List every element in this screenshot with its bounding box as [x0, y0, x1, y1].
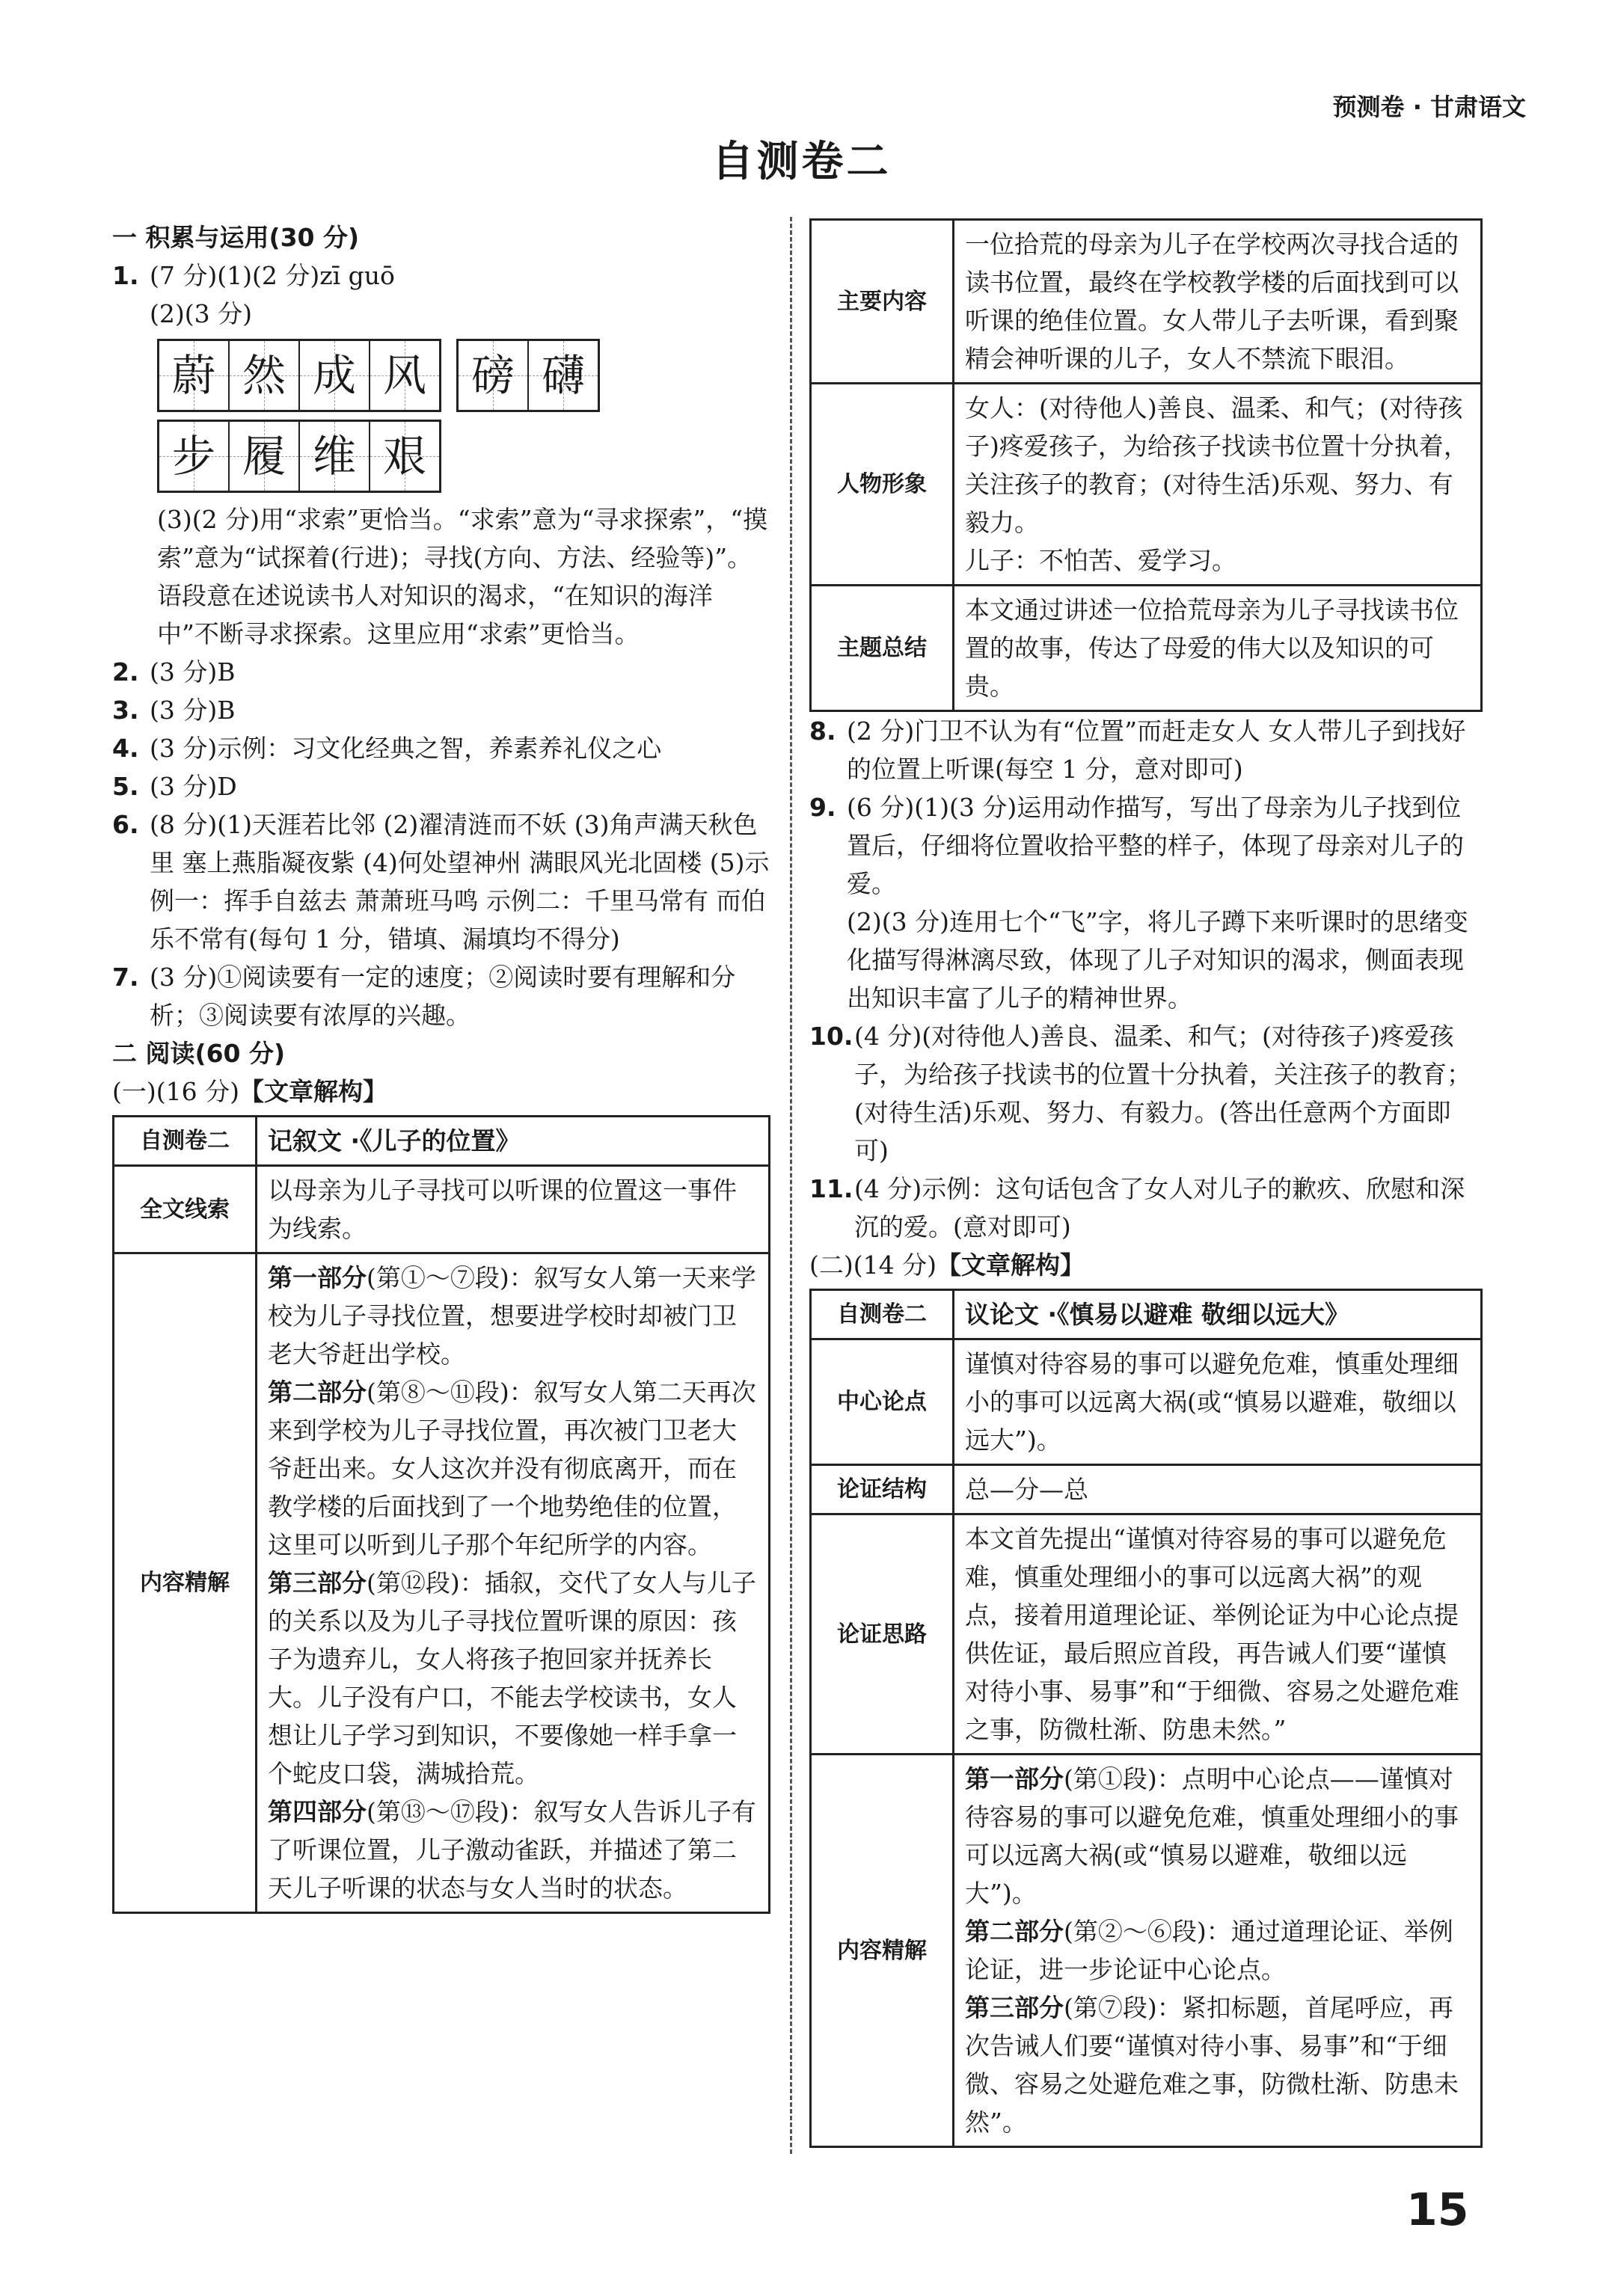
header-tag: 预测卷 · 甘肃语文 [1332, 93, 1526, 121]
answer-5 [112, 767, 770, 805]
answer-1 [112, 257, 770, 333]
answer-text: (2)(3 分) [150, 299, 252, 328]
reading-part-score: (一)(16 分) [112, 1077, 239, 1106]
table-label: 中心论点 [811, 1339, 954, 1465]
table-cell: 女人：(对待他人)善良、温柔、和气；(对待孩子)疼爱孩子，为给孩子找读书位置十分执着，关注孩子的教育；(对待生活)乐观、努力、有毅力。 儿子：不怕苦、爱学习。 [954, 384, 1482, 586]
table-label: 主题总结 [811, 586, 954, 711]
answer-number: 11. [809, 1174, 853, 1203]
grid-cell: 艰 [369, 422, 439, 491]
table-label: 论证思路 [811, 1514, 954, 1755]
table-label: 内容精解 [811, 1755, 954, 2147]
table-row [811, 1339, 1482, 1465]
reading-part-heading [809, 1246, 1483, 1284]
content-part: 第一部分(第①～⑦段)：叙写女人第一天来学校为儿子寻找位置，想要进学校时却被门卫老大爷赶出学校。 [268, 1263, 756, 1369]
grid-cell: 礴 [527, 341, 598, 410]
answer-text: (3)(2 分)用“求索”更恰当。“求索”意为“寻求探索”，“摸索”意为“试探着(行进)；寻找(方向、方法、经验等)”。语段意在述说读书人对知识的渴求，“在知识的海洋中”不断寻求探索。这里应用“求索”更恰当。 [157, 505, 768, 648]
article-analysis-label: 【文章解构】 [239, 1077, 387, 1106]
content-part: 第三部分(第⑦段)：紧扣标题，首尾呼应，再次告诫人们要“谨慎对待小事、易事”和“于细微、容易之处避危难之事，防微杜渐、防患未然”。 [965, 1993, 1459, 2137]
article-structure-table-2 [809, 1289, 1483, 2148]
answer-number: 2. [112, 657, 139, 687]
answer-number: 9. [809, 793, 836, 822]
answer-number: 6. [112, 810, 139, 839]
content-part: 第三部分(第⑫段)：插叙，交代了女人与儿子的关系以及为儿子寻找位置听课的原因：孩子为遗弃儿，女人将孩子抱回家并抚养长大。儿子没有户口，不能去学校读书，女人想让儿子学习到知识，不要像她一样手拿一个蛇皮口袋，满城拾荒。 [268, 1568, 756, 1788]
page-number: 15 [1406, 2184, 1469, 2236]
table-cell: 总—分—总 [954, 1465, 1482, 1514]
writing-grid-row [157, 339, 770, 412]
grid-cell: 蔚 [159, 341, 228, 410]
answer-3 [112, 691, 770, 729]
answer-2 [112, 653, 770, 691]
grid-cell: 履 [228, 422, 298, 491]
answer-text: (8 分)(1)天涯若比邻 (2)濯清涟而不妖 (3)角声满天秋色里 塞上燕脂凝夜紫 (4)何处望神州 满眼风光北固楼 (5)示例一：挥手自兹去 萧萧班马鸣 示例二：千里马常有 而伯乐不常有(每句 1 分，错填、漏填均不得分) [150, 810, 770, 954]
table-label: 内容精解 [114, 1253, 257, 1913]
article-structure-table-continued [809, 218, 1483, 712]
table-row [114, 1117, 770, 1166]
table-cell: 谨慎对待容易的事可以避免危难，慎重处理细小的事可以远离大祸(或“慎易以避难，敬细以远大”)。 [954, 1339, 1482, 1465]
answer-text: (3 分)①阅读要有一定的速度；②阅读时要有理解和分析；③阅读要有浓厚的兴趣。 [150, 963, 736, 1030]
table-label: 全文线索 [114, 1166, 257, 1253]
table-row [811, 1755, 1482, 2147]
answer-text: (4 分)示例：这句话包含了女人对儿子的歉疚、欣慰和深沉的爱。(意对即可) [854, 1174, 1465, 1241]
answer-11 [809, 1170, 1483, 1246]
answer-number: 3. [112, 696, 139, 725]
table-cell: 一位拾荒的母亲为儿子在学校两次寻找合适的读书位置，最终在学校教学楼的后面找到可以听课的绝佳位置。女人带儿子去听课，看到聚精会神听课的儿子，女人不禁流下眼泪。 [954, 220, 1482, 384]
answer-number: 7. [112, 963, 139, 992]
table-cell: 记叙文 ·《儿子的位置》 [257, 1117, 770, 1166]
grid-cell: 然 [228, 341, 298, 410]
reading-part-score: (二)(14 分) [809, 1250, 937, 1280]
writing-grid [456, 339, 600, 412]
table-row [114, 1253, 770, 1913]
answer-number: 8. [809, 716, 836, 746]
answer-text: (6 分)(1)(3 分)运用动作描写，写出了母亲为儿子找到位置后，仔细将位置收拾平整的样子，体现了母亲对儿子的爱。 [847, 793, 1464, 898]
answer-6 [112, 805, 770, 958]
answer-text: (2)(3 分)连用七个“飞”字，将儿子蹲下来听课时的思绪变化描写得淋漓尽致，体现了儿子对知识的渴求，侧面表现出知识丰富了儿子的精神世界。 [847, 907, 1468, 1013]
writing-grid [157, 339, 441, 412]
section-heading-1: 一 积累与运用(30 分) [112, 223, 360, 252]
answer-text: (2 分)门卫不认为有“位置”而赶走女人 女人带儿子到找好的位置上听课(每空 1 分，意对即可) [847, 716, 1466, 784]
content-part: 第二部分(第②～⑥段)：通过道理论证、举例论证，进一步论证中心论点。 [965, 1917, 1453, 1984]
grid-cell: 维 [298, 422, 369, 491]
content-part: 第一部分(第①段)：点明中心论点——谨慎对待容易的事可以避免危难，慎重处理细小的事可以远离大祸(或“慎易以避难，敬细以远大”)。 [965, 1764, 1459, 1908]
table-cell [257, 1253, 770, 1913]
grid-cell: 步 [159, 422, 228, 491]
grid-cell: 成 [298, 341, 369, 410]
article-structure-table [112, 1115, 770, 1914]
answer-number: 4. [112, 734, 139, 763]
article-analysis-label: 【文章解构】 [936, 1250, 1085, 1280]
answer-number: 10. [809, 1022, 853, 1051]
answer-8 [809, 712, 1483, 788]
answer-text: (3 分)示例：习文化经典之智，养素养礼仪之心 [150, 734, 662, 763]
content-part: 第二部分(第⑧～⑪段)：叙写女人第二天再次来到学校为儿子寻找位置，再次被门卫老大爷赶出来。女人这次并没有彻底离开，而在教学楼的后面找到了一个地势绝佳的位置，这里可以听到儿子那个年纪所学的内容。 [268, 1378, 756, 1559]
table-cell: 本文首先提出“谨慎对待容易的事可以避免危难，慎重处理细小的事可以远离大祸”的观点，接着用道理论证、举例论证为中心论点提供佐证，最后照应首段，再告诫人们要“谨慎对待小事、易事”和“于细微、容易之处避危难之事，防微杜渐、防患未然。” [954, 1514, 1482, 1755]
answer-number: 5. [112, 772, 139, 801]
table-cell: 以母亲为儿子寻找可以听课的位置这一事件为线索。 [257, 1166, 770, 1253]
answer-text: (3 分)B [150, 696, 236, 725]
answer-text: (7 分)(1)(2 分)zī guō [150, 261, 395, 290]
answer-7 [112, 958, 770, 1034]
table-row [811, 384, 1482, 586]
answer-text: (4 分)(对待他人)善良、温柔、和气；(对待孩子)疼爱孩子，为给孩子找读书的位置十分执着，关注孩子的教育；(对待生活)乐观、努力、有毅力。(答出任意两个方面即可) [854, 1022, 1471, 1165]
table-label: 自测卷二 [114, 1117, 257, 1166]
table-row [811, 220, 1482, 384]
table-row [811, 1514, 1482, 1755]
page-title: 自测卷二 [711, 138, 892, 186]
table-row [811, 1290, 1482, 1339]
table-row [114, 1166, 770, 1253]
writing-grid [157, 420, 441, 493]
table-cell: 议论文 ·《慎易以避难 敬细以远大》 [954, 1290, 1482, 1339]
table-label: 主要内容 [811, 220, 954, 384]
reading-part-heading [112, 1072, 770, 1111]
left-column [112, 218, 770, 1914]
content-part: 第四部分(第⑬～⑰段)：叙写女人告诉儿子有了听课位置，儿子激动雀跃，并描述了第二天儿子听课的状态与女人当时的状态。 [268, 1797, 756, 1903]
table-label: 论证结构 [811, 1465, 954, 1514]
column-divider [790, 217, 792, 2154]
grid-cell: 风 [369, 341, 439, 410]
table-label: 自测卷二 [811, 1290, 954, 1339]
table-cell: 本文通过讲述一位拾荒母亲为儿子寻找读书位置的故事，传达了母爱的伟大以及知识的可贵。 [954, 586, 1482, 711]
answer-text: (3 分)B [150, 657, 236, 687]
answer-4 [112, 729, 770, 767]
answer-number: 1. [112, 261, 139, 290]
section-heading-2: 二 阅读(60 分) [112, 1039, 286, 1068]
answer-text: (3 分)D [150, 772, 237, 801]
right-column [809, 218, 1483, 2148]
answer-9 [809, 788, 1483, 1017]
table-row [811, 1465, 1482, 1514]
table-cell [954, 1755, 1482, 2147]
table-label: 人物形象 [811, 384, 954, 586]
table-row [811, 586, 1482, 711]
writing-grid-row [157, 420, 770, 493]
grid-cell: 磅 [459, 341, 527, 410]
answer-10 [809, 1017, 1483, 1170]
